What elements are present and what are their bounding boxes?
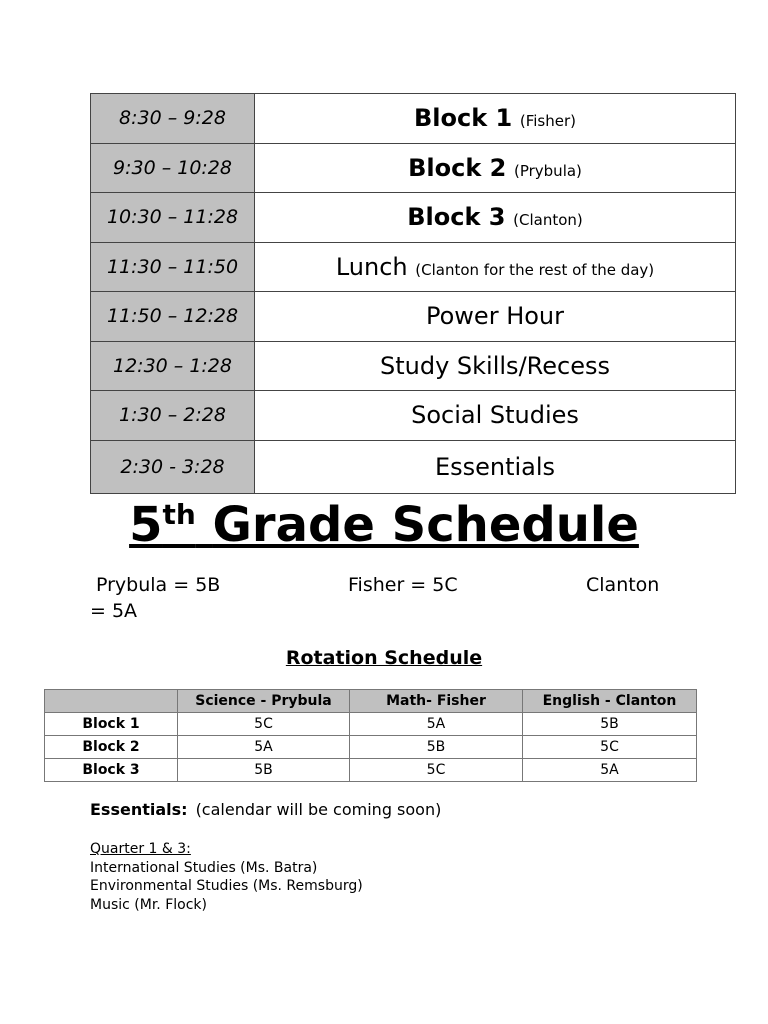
quarter-heading: Quarter 1 & 3: bbox=[90, 841, 191, 857]
essentials-note: (calendar will be coming soon) bbox=[195, 800, 442, 819]
rotation-row bbox=[45, 713, 697, 736]
time-slot: 11:50 – 12:28 bbox=[91, 292, 255, 342]
essentials-item: Environmental Studies (Ms. Remsburg) bbox=[90, 878, 363, 894]
activity-cell bbox=[255, 143, 736, 193]
schedule-row bbox=[91, 440, 736, 493]
schedule-row bbox=[91, 143, 736, 193]
rotation-row-label: Block 2 bbox=[45, 736, 178, 759]
rotation-cell: 5A bbox=[178, 736, 350, 759]
rotation-cell: 5A bbox=[523, 759, 697, 782]
essentials-item: Music (Mr. Flock) bbox=[90, 896, 207, 913]
essentials-label: Essentials: bbox=[90, 800, 188, 819]
schedule-row bbox=[91, 193, 736, 243]
rotation-header-row bbox=[45, 690, 697, 713]
activity-note: (Clanton) bbox=[513, 211, 583, 230]
rotation-row bbox=[45, 759, 697, 782]
rotation-row-label: Block 1 bbox=[45, 713, 178, 736]
schedule-row bbox=[91, 292, 736, 342]
time-slot: 9:30 – 10:28 bbox=[91, 143, 255, 193]
title-number: 5 bbox=[129, 497, 163, 553]
page-title bbox=[0, 497, 768, 553]
time-slot: 12:30 – 1:28 bbox=[91, 341, 255, 391]
teacher-prybula: Prybula = 5B bbox=[96, 574, 221, 596]
rotation-header: English - Clanton bbox=[523, 690, 697, 713]
teacher-clanton-class: = 5A bbox=[90, 600, 138, 622]
activity-name: Power Hour bbox=[255, 292, 736, 342]
rotation-cell: 5B bbox=[178, 759, 350, 782]
essentials-line bbox=[90, 800, 441, 819]
rotation-header bbox=[45, 690, 178, 713]
rotation-row-label: Block 3 bbox=[45, 759, 178, 782]
activity-name: Social Studies bbox=[255, 391, 736, 441]
rotation-header: Math- Fisher bbox=[350, 690, 523, 713]
teacher-fisher: Fisher = 5C bbox=[348, 574, 458, 596]
rotation-row bbox=[45, 736, 697, 759]
time-slot: 1:30 – 2:28 bbox=[91, 391, 255, 441]
schedule-row bbox=[91, 391, 736, 441]
time-slot: 10:30 – 11:28 bbox=[91, 193, 255, 243]
rotation-cell: 5B bbox=[350, 736, 523, 759]
title-text: Grade Schedule bbox=[212, 497, 639, 553]
activity-cell bbox=[255, 193, 736, 243]
activity-note: (Fisher) bbox=[519, 112, 577, 131]
time-slot: 11:30 – 11:50 bbox=[91, 242, 255, 292]
schedule-row bbox=[91, 341, 736, 391]
daily-schedule-table bbox=[90, 93, 736, 494]
activity-note: (Prybula) bbox=[513, 161, 582, 180]
activity-note: (Clanton for the rest of the day) bbox=[415, 260, 655, 279]
activity-name: Essentials bbox=[255, 440, 736, 493]
essentials-item: International Studies (Ms. Batra) bbox=[90, 859, 318, 876]
activity-name: Block 3 bbox=[407, 203, 506, 232]
title-suffix: th bbox=[162, 498, 196, 531]
rotation-title: Rotation Schedule bbox=[285, 647, 483, 669]
activity-cell bbox=[255, 242, 736, 292]
rotation-cell: 5C bbox=[178, 713, 350, 736]
teacher-clanton: Clanton bbox=[586, 574, 660, 596]
activity-name: Study Skills/Recess bbox=[255, 341, 736, 391]
rotation-cell: 5C bbox=[350, 759, 523, 782]
rotation-cell: 5A bbox=[350, 713, 523, 736]
quarter-section bbox=[90, 840, 363, 914]
schedule-row bbox=[91, 242, 736, 292]
time-slot: 8:30 – 9:28 bbox=[91, 94, 255, 144]
rotation-header: Science - Prybula bbox=[178, 690, 350, 713]
activity-name: Block 2 bbox=[408, 153, 507, 182]
time-slot: 2:30 - 3:28 bbox=[91, 440, 255, 493]
activity-name: Block 1 bbox=[413, 104, 513, 133]
activity-name: Lunch bbox=[335, 252, 408, 281]
rotation-table bbox=[44, 689, 697, 782]
activity-cell bbox=[255, 94, 736, 144]
rotation-cell: 5B bbox=[523, 713, 697, 736]
schedule-row bbox=[91, 94, 736, 144]
rotation-cell: 5C bbox=[523, 736, 697, 759]
